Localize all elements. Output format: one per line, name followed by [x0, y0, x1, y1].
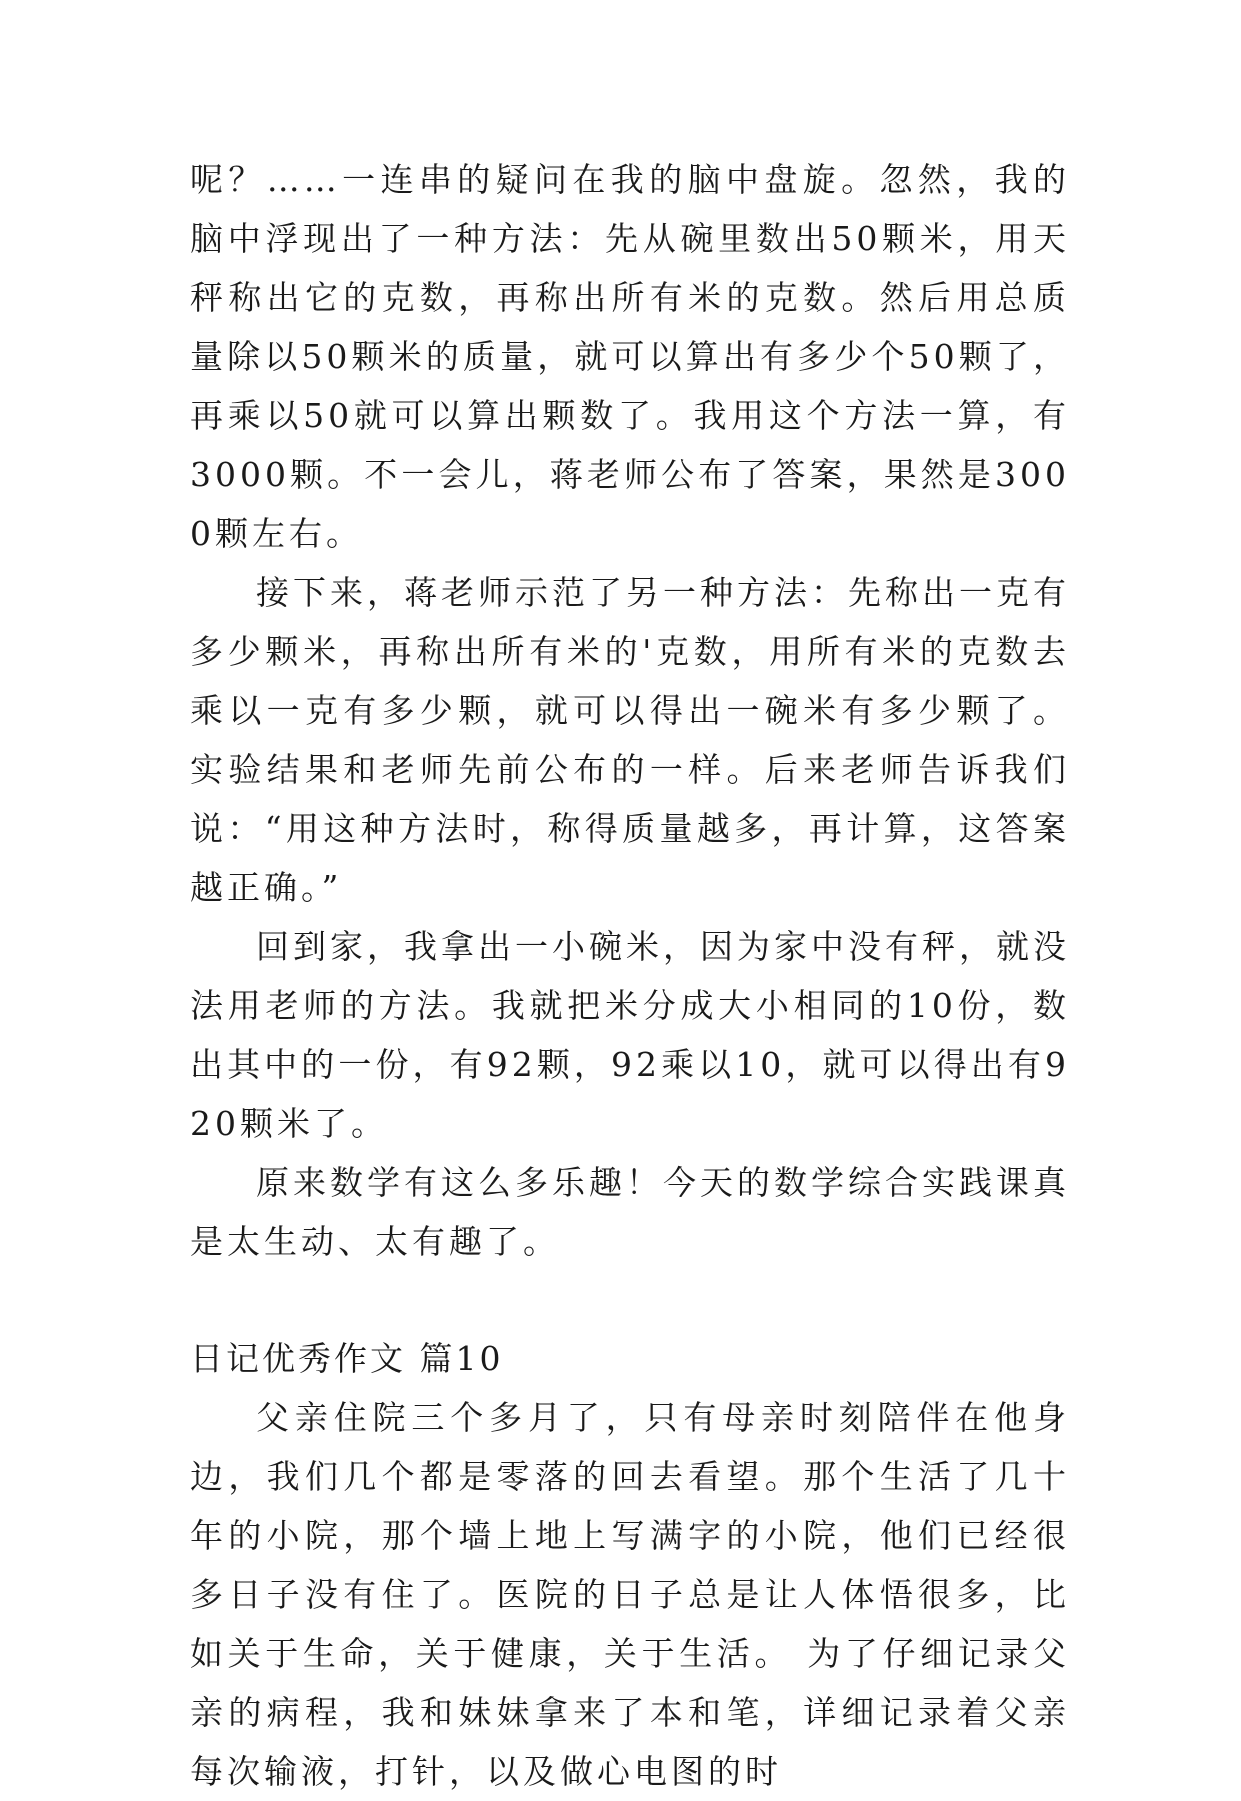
- paragraph-4: 原来数学有这么多乐趣！今天的数学综合实践课真是太生动、太有趣了。: [190, 1163, 1070, 1261]
- section-title: 日记优秀作文 篇10: [190, 1339, 504, 1378]
- paragraph-2: 接下来，蒋老师示范了另一种方法：先称出一克有多少颗米，再称出所有米的'克数，用所有米的克数去乘以一克有多少颗，就可以得出一碗米有多少颗了。实验结果和老师先前公布的一样。后来老师告诉我们说：“用这种方法时，称得质量越多，再计算，这答案越正确。”: [190, 573, 1070, 907]
- paragraph-3: 回到家，我拿出一小碗米，因为家中没有秤，就没法用老师的方法。我就把米分成大小相同的10份，数出其中的一份，有92颗，92乘以10，就可以得出有920颗米了。: [190, 927, 1070, 1143]
- paragraph-1: 呢？……一连串的疑问在我的脑中盘旋。忽然，我的脑中浮现出了一种方法：先从碗里数出50颗米，用天秤称出它的克数，再称出所有米的克数。然后用总质量除以50颗米的质量，就可以算出有多少个50颗了，再乘以50就可以算出颗数了。我用这个方法一算，有3000颗。不一会儿，蒋老师公布了答案，果然是3000颗左右。: [190, 160, 1070, 553]
- document-body: [190, 150, 1070, 1801]
- paragraph-5: 父亲住院三个多月了，只有母亲时刻陪伴在他身边，我们几个都是零落的回去看望。那个生活了几十年的小院，那个墙上地上写满字的小院，他们已经很多日子没有住了。医院的日子总是让人体悟很多，比如关于生命，关于健康，关于生活。 为了仔细记录父亲的病程，我和妹妹拿来了本和笔，详细记录着父亲每次输液，打针，以及做心电图的时: [190, 1398, 1070, 1791]
